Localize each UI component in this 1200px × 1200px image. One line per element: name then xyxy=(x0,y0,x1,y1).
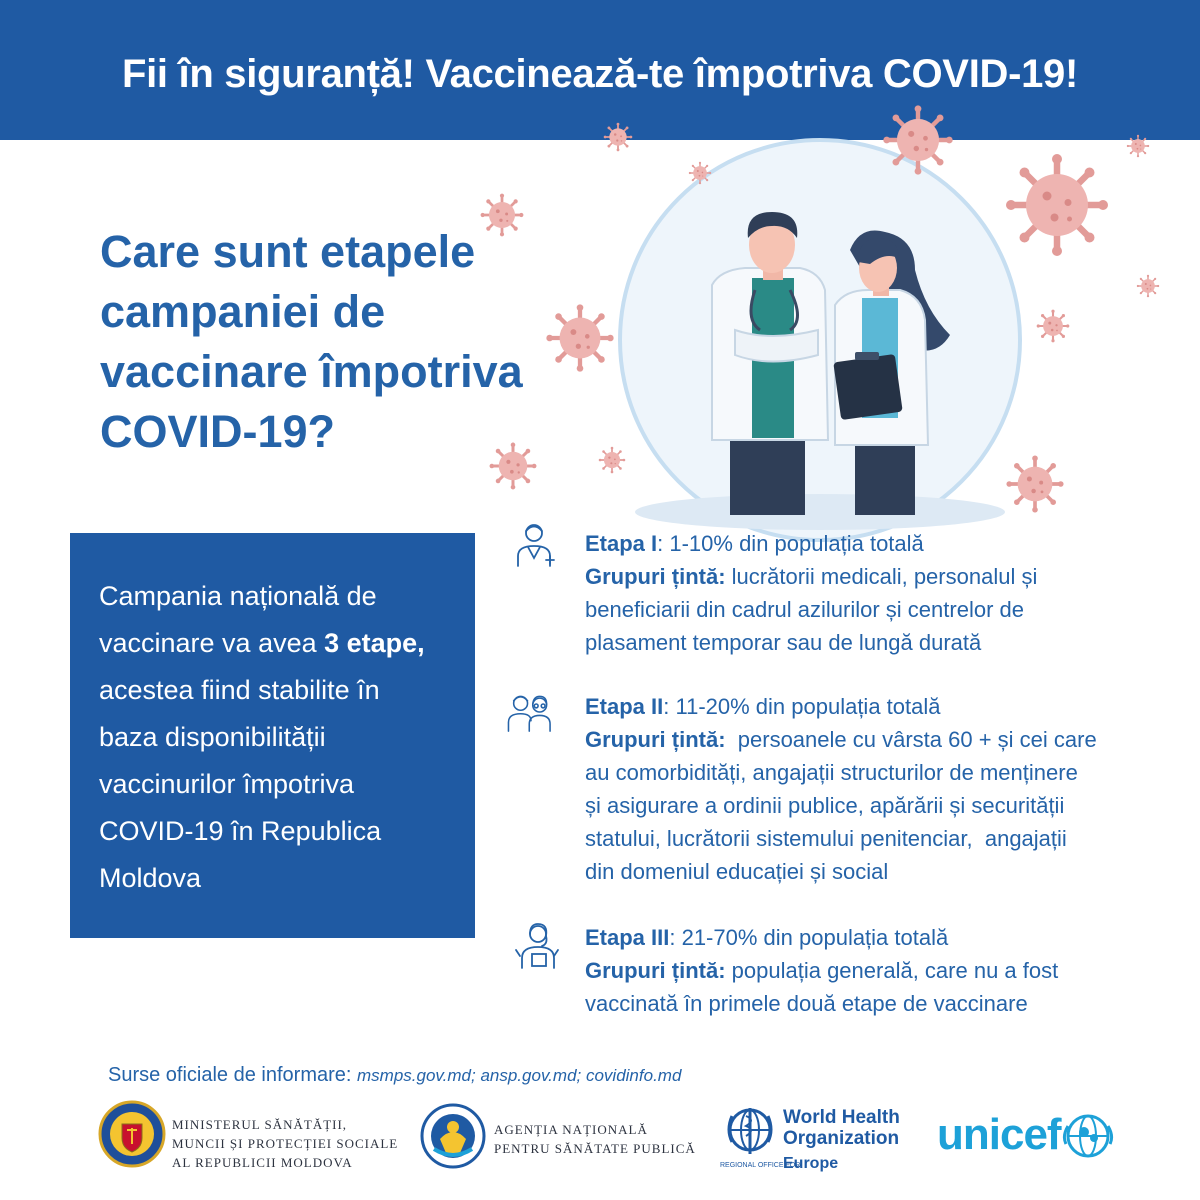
groups-line: statului, lucrătorii sistemului penitenciar, angajații xyxy=(585,826,1067,851)
agency-line: PENTRU SĂNĂTATE PUBLICĂ xyxy=(494,1141,696,1156)
ministry-line: AL REPUBLICII MOLDOVA xyxy=(172,1155,353,1170)
stage-groups xyxy=(585,954,1058,987)
stage-name: Etapa III xyxy=(585,925,670,950)
stage-name: Etapa I xyxy=(585,531,658,556)
info-line: acestea fiind stabilite în xyxy=(99,675,380,705)
groups-line: din domeniul educației și social xyxy=(585,859,889,884)
stage-name: Etapa II xyxy=(585,694,664,719)
info-line xyxy=(99,620,459,667)
stage-1 xyxy=(585,527,1037,659)
info-line-text: vaccinare va avea xyxy=(99,628,325,658)
groups-text: lucrătorii medicali, personalul și xyxy=(725,564,1038,589)
stage-groups xyxy=(585,560,1037,593)
groups-line: beneficiarii din cadrul azilurilor și centrelor de xyxy=(585,597,1024,622)
campaign-info-text xyxy=(99,573,459,902)
stage-share-text: : 11-20% din populația totală xyxy=(663,694,941,719)
info-line: baza disponibilității xyxy=(99,722,326,752)
stage-2 xyxy=(585,690,1097,888)
ministry-seal-icon xyxy=(98,1100,166,1168)
sources-links[interactable]: msmps.gov.md; ansp.gov.md; covidinfo.md xyxy=(357,1066,682,1085)
unicef-globe-icon xyxy=(1062,1110,1114,1162)
question-line: Care sunt etapele xyxy=(100,226,476,277)
stage-share xyxy=(585,921,1058,954)
groups-label: Grupuri țintă: xyxy=(585,564,726,589)
stage-groups xyxy=(585,723,1097,756)
ministry-logo-text xyxy=(172,1115,398,1172)
groups-line: vaccinată în primele două etape de vaccinare xyxy=(585,991,1028,1016)
groups-label: Grupuri țintă: xyxy=(585,958,726,983)
who-region-label: REGIONAL OFFICE FOR xyxy=(720,1162,801,1169)
who-line2: Organization xyxy=(783,1128,900,1149)
question-line: vaccinare împotriva xyxy=(100,346,523,397)
main-question-heading xyxy=(100,222,570,462)
medical-worker-icon xyxy=(510,518,562,570)
groups-label: Grupuri țintă: xyxy=(585,727,726,752)
question-line: campaniei de xyxy=(100,286,386,337)
official-sources xyxy=(108,1064,681,1087)
stage-share-text: : 1-10% din populația totală xyxy=(657,531,924,556)
ministry-line: MINISTERUL SĂNĂTĂȚII, xyxy=(172,1117,348,1132)
general-population-icon xyxy=(512,920,564,972)
stage-share xyxy=(585,527,1037,560)
who-line1: World Health xyxy=(783,1107,900,1128)
unicef-wordmark: unicef xyxy=(937,1110,1061,1159)
stage-share-text: : 21-70% din populația totală xyxy=(669,925,949,950)
agency-seal-icon xyxy=(420,1103,486,1169)
info-line: COVID-19 în Republica xyxy=(99,816,382,846)
agency-logo-text xyxy=(494,1120,696,1158)
who-logo-text xyxy=(783,1107,900,1149)
info-line: Moldova xyxy=(99,863,202,893)
question-line: COVID-19? xyxy=(100,406,336,457)
groups-line: și asigurare a ordinii publice, apărării și securității xyxy=(585,793,1065,818)
header-title: Fii în siguranță! Vaccinează-te împotriva COVID-19! xyxy=(121,52,1079,96)
stage-3 xyxy=(585,921,1058,1020)
stage-share xyxy=(585,690,1097,723)
agency-line: AGENȚIA NAȚIONALĂ xyxy=(494,1122,648,1137)
sources-label: Surse oficiale de informare: xyxy=(108,1064,358,1086)
groups-line: au comorbidități, angajații structurilor de menținere xyxy=(585,760,1078,785)
campaign-info-box xyxy=(70,533,475,938)
info-line-bold: 3 etape, xyxy=(324,628,425,658)
who-emblem-icon xyxy=(722,1102,778,1158)
info-line: Campania națională de xyxy=(99,581,377,611)
who-europe-label: Europe xyxy=(783,1155,839,1172)
groups-text: populația generală, care nu a fost xyxy=(725,958,1059,983)
info-line: vaccinurilor împotriva xyxy=(99,769,355,799)
ministry-line: MUNCII ȘI PROTECȚIEI SOCIALE xyxy=(172,1136,399,1151)
groups-text: persoanele cu vârsta 60 + și cei care xyxy=(725,727,1097,752)
elderly-couple-icon xyxy=(505,686,557,738)
groups-line: plasament temporar sau de lungă durată xyxy=(585,630,982,655)
